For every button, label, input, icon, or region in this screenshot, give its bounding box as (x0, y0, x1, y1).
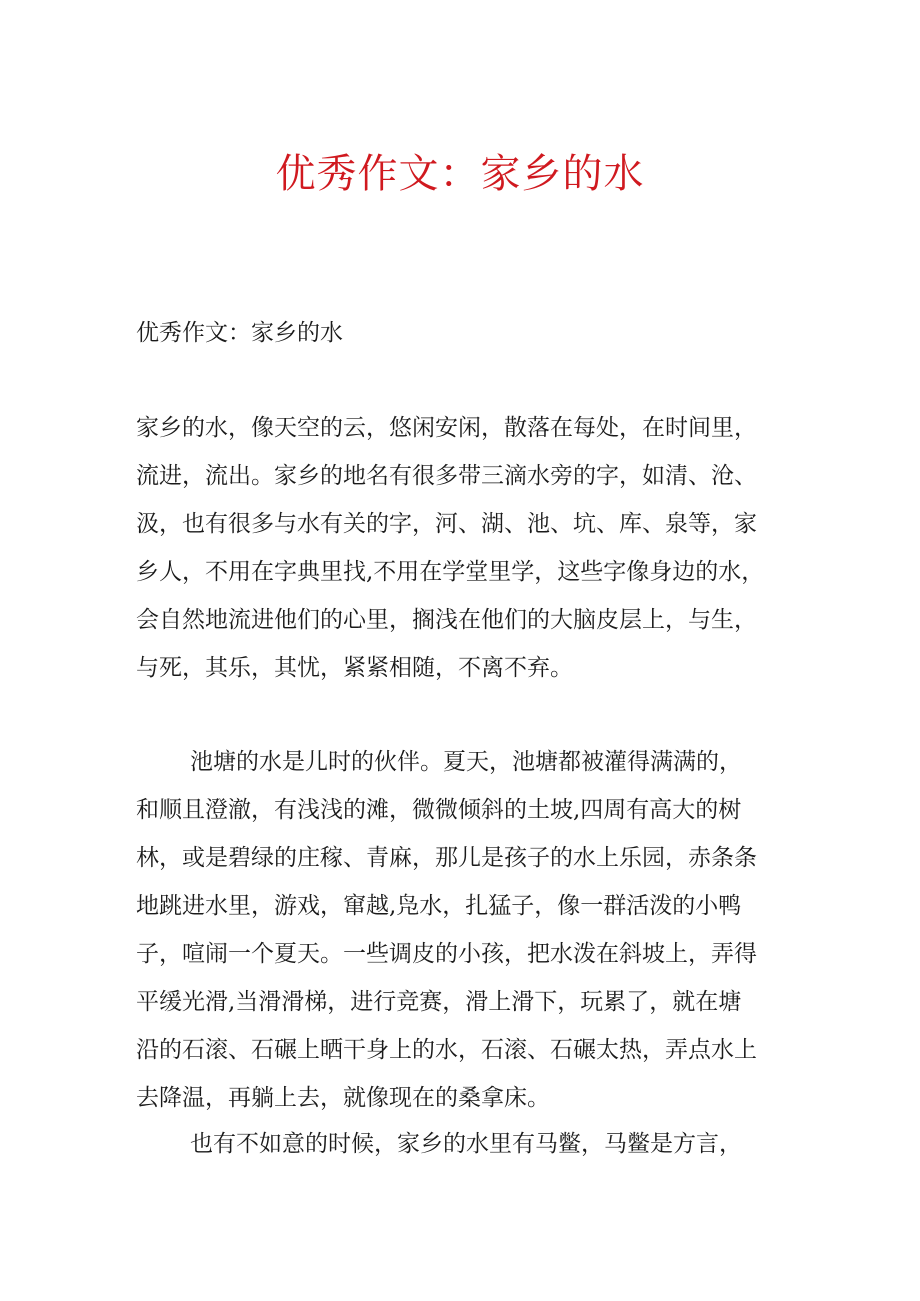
paragraph-line: 也有不如意的时候，家乡的水里有马鳖，马鳖是方言， (190, 1131, 742, 1157)
paragraph-line: 平缓光滑,当滑滑梯，进行竞赛，滑上滑下，玩累了，就在塘 (136, 989, 742, 1015)
paragraph-1 (136, 404, 806, 692)
paragraph-line: 子，喧闹一个夏天。一些调皮的小孩，把水泼在斜坡上，弄得 (136, 941, 757, 967)
page-title: 优秀作文：家乡的水 (275, 151, 645, 197)
paragraph-line: 乡人，不用在字典里找,不用在学堂里学，这些字像身边的水， (136, 559, 765, 585)
paragraph-line: 与死，其乐，其忧，紧紧相随，不离不弃。 (136, 655, 573, 681)
paragraph-line: 会自然地流进他们的心里，搁浅在他们的大脑皮层上，与生， (136, 607, 757, 633)
paragraph-line: 地跳进水里，游戏，窜越,凫水，扎猛子，像一群活泼的小鸭 (136, 893, 742, 919)
paragraph-line: 家乡的水，像天空的云，悠闲安闲，散落在每处，在时间里， (136, 415, 757, 441)
paragraph-line: 沿的石滚、石碾上晒干身上的水，石滚、石碾太热，弄点水上 (136, 1037, 757, 1063)
paragraph-line: 林，或是碧绿的庄稼、青麻，那儿是孩子的水上乐园，赤条条 (136, 845, 757, 871)
paragraph-line: 池塘的水是儿时的伙伴。夏天，池塘都被灌得满满的， (190, 749, 742, 775)
paragraph-line: 汲，也有很多与水有关的字，河、湖、池、坑、库、泉等，家 (136, 511, 757, 537)
paragraph-line: 去降温，再躺上去，就像现在的桑拿床。 (136, 1085, 550, 1111)
paragraph-line: 流进，流出。家乡的地名有很多带三滴水旁的字，如清、沧、 (136, 463, 757, 489)
paragraph-3 (136, 1120, 806, 1168)
page-subtitle: 优秀作文：家乡的水 (136, 320, 343, 346)
paragraph-line: 和顺且澄澈，有浅浅的滩，微微倾斜的土坡,四周有高大的树 (136, 797, 742, 823)
paragraph-2 (136, 738, 806, 1122)
